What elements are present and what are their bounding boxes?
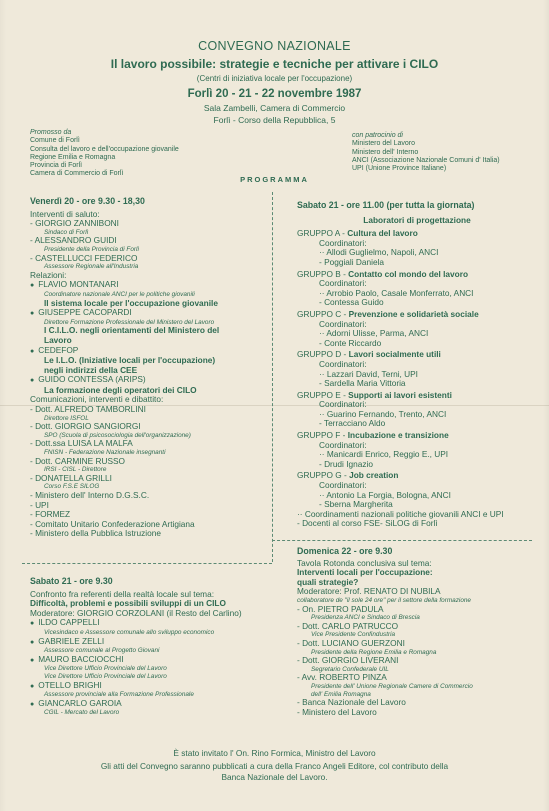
program-line: GRUPPO F - Incubazione e transizione [297,430,449,441]
program-line: ● MAURO BACCIOCCHI [30,655,268,666]
programma-heading: PROGRAMMA [240,175,309,184]
section-divider-left [22,563,272,565]
sunday-heading: Domenica 22 - ore 9.30 [297,546,393,556]
program-line: Presidente della Provincia di Forlì [44,245,140,253]
program-line: ● CEDEFOP [30,346,268,357]
program-line: - Dott. LUCIANO GUERZONI [297,637,405,648]
program-line: ·· Manicardi Enrico, Reggio E., UPI [319,449,449,460]
friday-heading: Venerdì 20 - ore 9.30 - 18,30 [30,196,145,206]
program-line: La formazione degli operatori dei CILO [44,384,197,395]
program-line: ·· Guarino Fernando, Trento, ANCI [319,408,447,419]
program-line: Lavoro [44,334,72,345]
program-line: SPO (Scuola di psicosociologia dell'organizzazione) [44,431,191,439]
friday-saluti-label: Interventi di saluto: [30,208,100,219]
sunday-section [297,547,537,717]
program-line: - ALESSANDRO GUIDI [30,235,117,246]
footer-invite: È stato invitato l' On. Rino Formica, Ministro del Lavoro [173,748,376,758]
program-line: ·· Allodi Guglielmo, Napoli, ANCI [319,247,439,258]
program-line: - Ministero del Lavoro [297,706,377,717]
program-line: Moderatore: GIORGIO CORZOLANI (il Resto del Carlino) [30,607,242,618]
program-line: Coordinatori: [319,237,367,248]
program-line: - FORMEZ [30,509,71,520]
convention-dates: Forlì 20 - 21 - 22 novembre 1987 [187,88,362,100]
program-line: Coordinatori: [319,358,367,369]
patronage-heading: con patrocinio di [352,132,403,139]
program-line: dell' Emilia Romagna [311,690,371,698]
program-line: - Dott. CARMINE RUSSO [30,455,125,466]
program-line: Assessore comunale al Progetto Giovani [44,647,160,655]
program-line: GRUPPO B - Contatto col mondo del lavoro [297,268,469,279]
footer-bank: Banca Nazionale del Lavoro. [221,772,328,782]
saturday-morning-section [30,577,268,717]
program-line: CGIL - Mercato del Lavoro [44,709,120,717]
program-line: Il sistema locale per l'occupazione giovanile [44,297,218,308]
program-line: Coordinatori: [319,278,367,289]
friday-section [30,197,268,539]
program-line: ● OTELLO BRIGHI [30,681,268,692]
program-line: GRUPPO G - Job creation [297,470,399,481]
program-line: Direttore Formazione Professionale del Ministero del Lavoro [44,318,215,326]
program-line: - Ministero della Pubblica Istruzione [30,528,161,539]
program-line: - Drudi Ignazio [319,458,373,469]
patronage-item: Ministero dell' Interno [352,148,419,156]
promoter-item: Comune di Forlì [30,137,80,145]
program-line: ·· Arrobio Paolo, Casale Monferrato, ANCI [319,287,474,298]
program-line: - On. PIETRO PADULA [297,603,384,614]
program-line: ● FLAVIO MONTANARI [30,280,268,291]
program-line: - Sberna Margherita [319,499,393,510]
promoter-item: Consulta del lavoro e dell'occupazione giovanile [30,145,179,153]
program-line: Moderatore: Prof. RENATO DI NUBILA [297,586,441,597]
program-line: - UPI [30,499,49,510]
program-line: Coordinatori: [319,480,367,491]
program-line: Corso F.S.E SILOG [44,483,100,491]
program-line: ·· Lazzari David, Terni, UPI [319,368,418,379]
program-line: ·· Adorni Ulisse, Parma, ANCI [319,328,429,339]
promoters-block [30,129,260,179]
promoters-heading: Promosso da [30,129,72,136]
convention-subtitle: Il lavoro possibile: strategie e tecniche per attivare i CILO [110,57,439,71]
saturday-morning-heading: Sabato 21 - ore 9.30 [30,576,113,586]
program-line: GRUPPO E - Supporti ai lavori esistenti [297,389,452,400]
saturday-labs-heading: Sabato 21 - ore 11.00 (per tutta la giornata) [297,200,475,210]
convention-venue: Sala Zambelli, Camera di Commercio [203,103,346,113]
patronage-item: UPI (Unione Province Italiane) [352,165,447,173]
program-line: ● GIANCARLO GAROIA [30,699,268,710]
program-line: Presidente della Regione Emilia e Romagna [311,648,437,656]
program-line: - Dott.ssa LUISA LA MALFA [30,438,133,449]
program-line: ·· Antonio La Forgia, Bologna, ANCI [319,489,451,500]
program-line: - Dott. GIORGIO SANGIORGI [30,421,141,432]
program-line: - CASTELLUCCI FEDERICO [30,252,138,263]
program-line: - GIORGIO ZANNIBONI [30,218,119,229]
column-divider [272,192,274,562]
program-line: ● GIUSEPPE CACOPARDI [30,308,268,319]
program-line: - Avv. ROBERTO PINZA [297,672,387,683]
program-line: GRUPPO D - Lavori socialmente utili [297,349,441,360]
promoter-item: Camera di Commercio di Forlì [30,170,124,178]
program-line: - Banca Nazionale del Lavoro [297,697,406,708]
footer-publication: Gli atti del Convegno saranno pubblicati a cura della Franco Angeli Editore, col contributo della [100,761,449,771]
program-line: Le I.L.O. (Iniziative locali per l'occupazione) [44,355,216,366]
saturday-labs-section [297,201,537,529]
promoter-item: Regione Emilia e Romagna [30,153,116,161]
program-line: - Conte Riccardo [319,337,382,348]
labs-subheading: Laboratori di progettazione [363,214,471,225]
program-line: Interventi locali per l'occupazione: [297,567,433,578]
program-line: GRUPPO C - Prevenzione e solidarietà sociale [297,308,479,319]
program-line: Direttore ISFOL [44,414,89,422]
program-line: negli indirizzi della CEE [44,364,138,375]
program-line: - Ministero dell' Interno D.G.S.C. [30,490,150,500]
program-line: I C.I.L.O. negli orientamenti del Ministero del [44,325,220,336]
program-line: Difficoltà, problemi e possibili sviluppi di un CILO [30,598,226,609]
program-line: - Docenti al corso FSE- SiLOG di Forlì [297,518,438,529]
program-line: Coordinatori: [319,439,367,450]
program-line: Coordinatore nazionale ANCI per le politiche giovanili [44,290,195,298]
program-line: collaboratore de "il sole 24 ore" per il settore della formazione [297,596,471,604]
program-line: Assessore provinciale alla Formazione Professionale [44,691,194,699]
program-line: Vicesindaco e Assessore comunale allo sviluppo economico [44,628,215,636]
program-line: - Dott. CARLO PATRUCCO [297,620,399,631]
patronage-item: Ministero del Lavoro [352,140,416,148]
program-line: Vice Direttore Ufficio Provinciale del Lavoro [44,672,167,680]
program-line: - Sardella Maria Vittoria [319,378,406,389]
program-line: FNISN - Federazione Nazionale insegnanti [44,449,166,457]
program-line: Tavola Rotonda conclusiva sul tema: [297,557,432,568]
program-line: Segretario Confederale UIL [311,665,389,673]
program-line: Sindaco di Forlì [44,228,89,236]
program-line: - Terracciano Aldo [319,418,386,429]
program-line: ● GUIDO CONTESSA (ARIPS) [30,375,268,386]
program-line: ● ILDO CAPPELLI [30,618,268,629]
program-line: Presidente dell' Unione Regionale Camere di Commercio [311,682,473,690]
section-divider-right [272,540,532,542]
program-line: - Dott. GIORGIO LIVERANI [297,655,399,666]
program-line: Coordinatori: [319,399,367,410]
program-line: - DONATELLA GRILLI [30,472,112,483]
program-line: Coordinatori: [319,318,367,329]
program-line: Presidenza ANCI e Sindaco di Brescia [311,614,420,622]
program-line: Comunicazioni, interventi e dibattito: [30,394,164,405]
program-line: - Comitato Unitario Confederazione Artigiana [30,518,195,529]
program-line: Vice Presidente Confindustria [311,631,396,639]
program-line: Confronto fra referenti della realtà locale sul tema: [30,588,215,599]
program-line: ● GABRIELE ZELLI [30,637,268,648]
program-line: GRUPPO A - Cultura del lavoro [297,228,418,239]
convention-address: Forlì - Corso della Repubblica, 5 [213,115,336,125]
convention-note: (Centri di iniziativa locale per l'occupazione) [196,74,353,83]
program-line: IRSI - CISL - Direttore [44,466,107,474]
program-line: - Poggiali Daniela [319,256,385,267]
program-line: Vice Direttore Ufficio Provinciale del Lavoro [44,665,167,673]
patronage-block [352,132,542,173]
promoter-item: Provincia di Forlì [30,162,83,170]
program-line: quali strategie? [297,576,359,587]
program-line: Relazioni: [30,269,67,280]
convention-title: CONVEGNO NAZIONALE [198,39,351,53]
program-line: ·· Coordinamenti nazionali politiche giovanili ANCI e UPI [297,508,504,519]
patronage-item: ANCI (Associazione Nazionale Comuni d' Italia) [352,156,500,164]
program-line: - Dott. ALFREDO TAMBORLINI [30,404,146,415]
program-line: Assessore Regionale all'Industria [44,263,139,271]
program-line: - Contessa Guido [319,297,384,308]
